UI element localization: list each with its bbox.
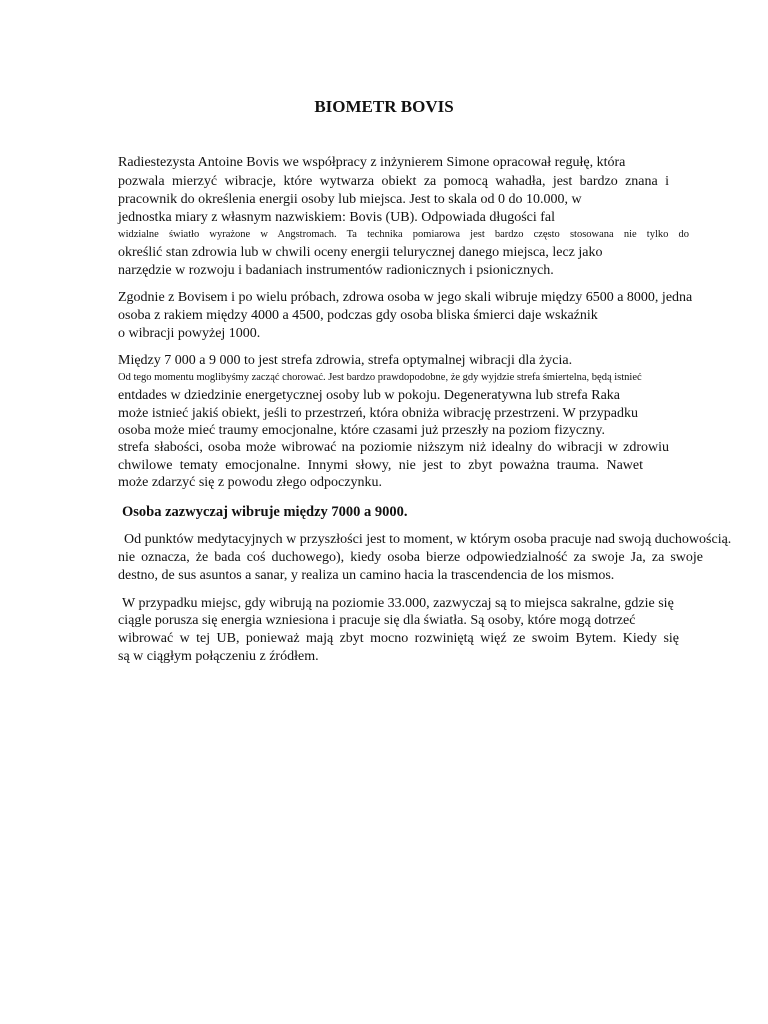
paragraph-line: Od tego momentu moglibyśmy zacząć chorować. Jest bardzo prawdopodobne, że gdy wyjdzie strefa śmiertelna, będą istnieć — [118, 372, 642, 383]
paragraph-line: ciągle porusza się energia wzniesiona i pracuje się dla światła. Są osoby, które mogą dotrzeć — [118, 613, 636, 628]
paragraph-line: destno, de sus asuntos a sanar, y realiza un camino hacia la trascendencia de los mismos. — [118, 568, 615, 583]
paragraph-line: określić stan zdrowia lub w chwili oceny energii telurycznej danego miejsca, lecz jako — [118, 245, 603, 260]
paragraph-line: Zgodnie z Bovisem i po wielu próbach, zdrowa osoba w jego skali wibruje między 6500 a 8000, jedna — [118, 290, 693, 305]
paragraph-line: nie oznacza, że bada coś duchowego), kiedy osoba bierze odpowiedzialność za swoje Ja, za swoje — [118, 550, 703, 565]
paragraph-line: jednostka miary z własnym nazwiskiem: Bovis (UB). Odpowiada długości fal — [118, 210, 556, 225]
paragraph-line: Radiestezysta Antoine Bovis we współpracy z inżynierem Simone opracował regułę, która — [118, 155, 626, 170]
paragraph-line: osoba może mieć traumy emocjonalne, które czasami już przeszły na poziom fizyczny. — [118, 423, 605, 438]
paragraph-line: osoba z rakiem między 4000 a 4500, podczas gdy osoba bliska śmierci daje wskaźnik — [118, 308, 598, 323]
bold-statement: Osoba zazwyczaj wibruje między 7000 a 9000. — [122, 504, 408, 520]
paragraph-line: strefa słabości, osoba może wibrować na poziomie niższym niż idealny do wibracji w zdrowiu — [118, 440, 669, 455]
paragraph-line: są w ciągłym połączeniu z źródłem. — [118, 649, 319, 664]
paragraph-line: entdades w dziedzinie energetycznej osoby lub w pokoju. Degeneratywna lub strefa Raka — [118, 388, 621, 403]
paragraph-line: pozwala mierzyć wibracje, które wytwarza obiekt za pomocą wahadła, jest bardzo znana i — [118, 174, 669, 189]
paragraph-line: może zdarzyć się z powodu złego odpoczynku. — [118, 475, 382, 490]
paragraph-line: pracownik do określenia energii osoby lub miejsca. Jest to skala od 0 do 10.000, w — [118, 192, 582, 207]
paragraph-line: chwilowe tematy emocjonalne. Innymi słowy, nie jest to zbyt poważna trauma. Nawet — [118, 458, 643, 473]
paragraph-line: może istnieć jakiś obiekt, jeśli to przestrzeń, która obniża wibrację przestrzeni. W przypadku — [118, 406, 639, 421]
paragraph-line: Między 7 000 a 9 000 to jest strefa zdrowia, strefa optymalnej wibracji dla życia. — [118, 353, 573, 368]
paragraph-line: wibrować w tej UB, ponieważ mają zbyt mocno rozwiniętą więź ze swoim Bytem. Kiedy się — [118, 631, 679, 646]
paragraph-line: o wibracji powyżej 1000. — [118, 326, 261, 341]
document-title: BIOMETR BOVIS — [314, 97, 454, 116]
paragraph-line: narzędzie w rozwoju i badaniach instrumentów radionicznych i psionicznych. — [118, 263, 554, 278]
paragraph-line: W przypadku miejsc, gdy wibrują na poziomie 33.000, zazwyczaj są to miejsca sakralne, gdzie się — [122, 596, 674, 611]
paragraph-line: Od punktów medytacyjnych w przyszłości jest to moment, w którym osoba pracuje nad swoją duchowością. — [124, 532, 732, 547]
paragraph-line: widzialne światło wyrażone w Angstromach. Ta technika pomiarowa jest bardzo często stosowana nie tylko do — [118, 229, 689, 240]
